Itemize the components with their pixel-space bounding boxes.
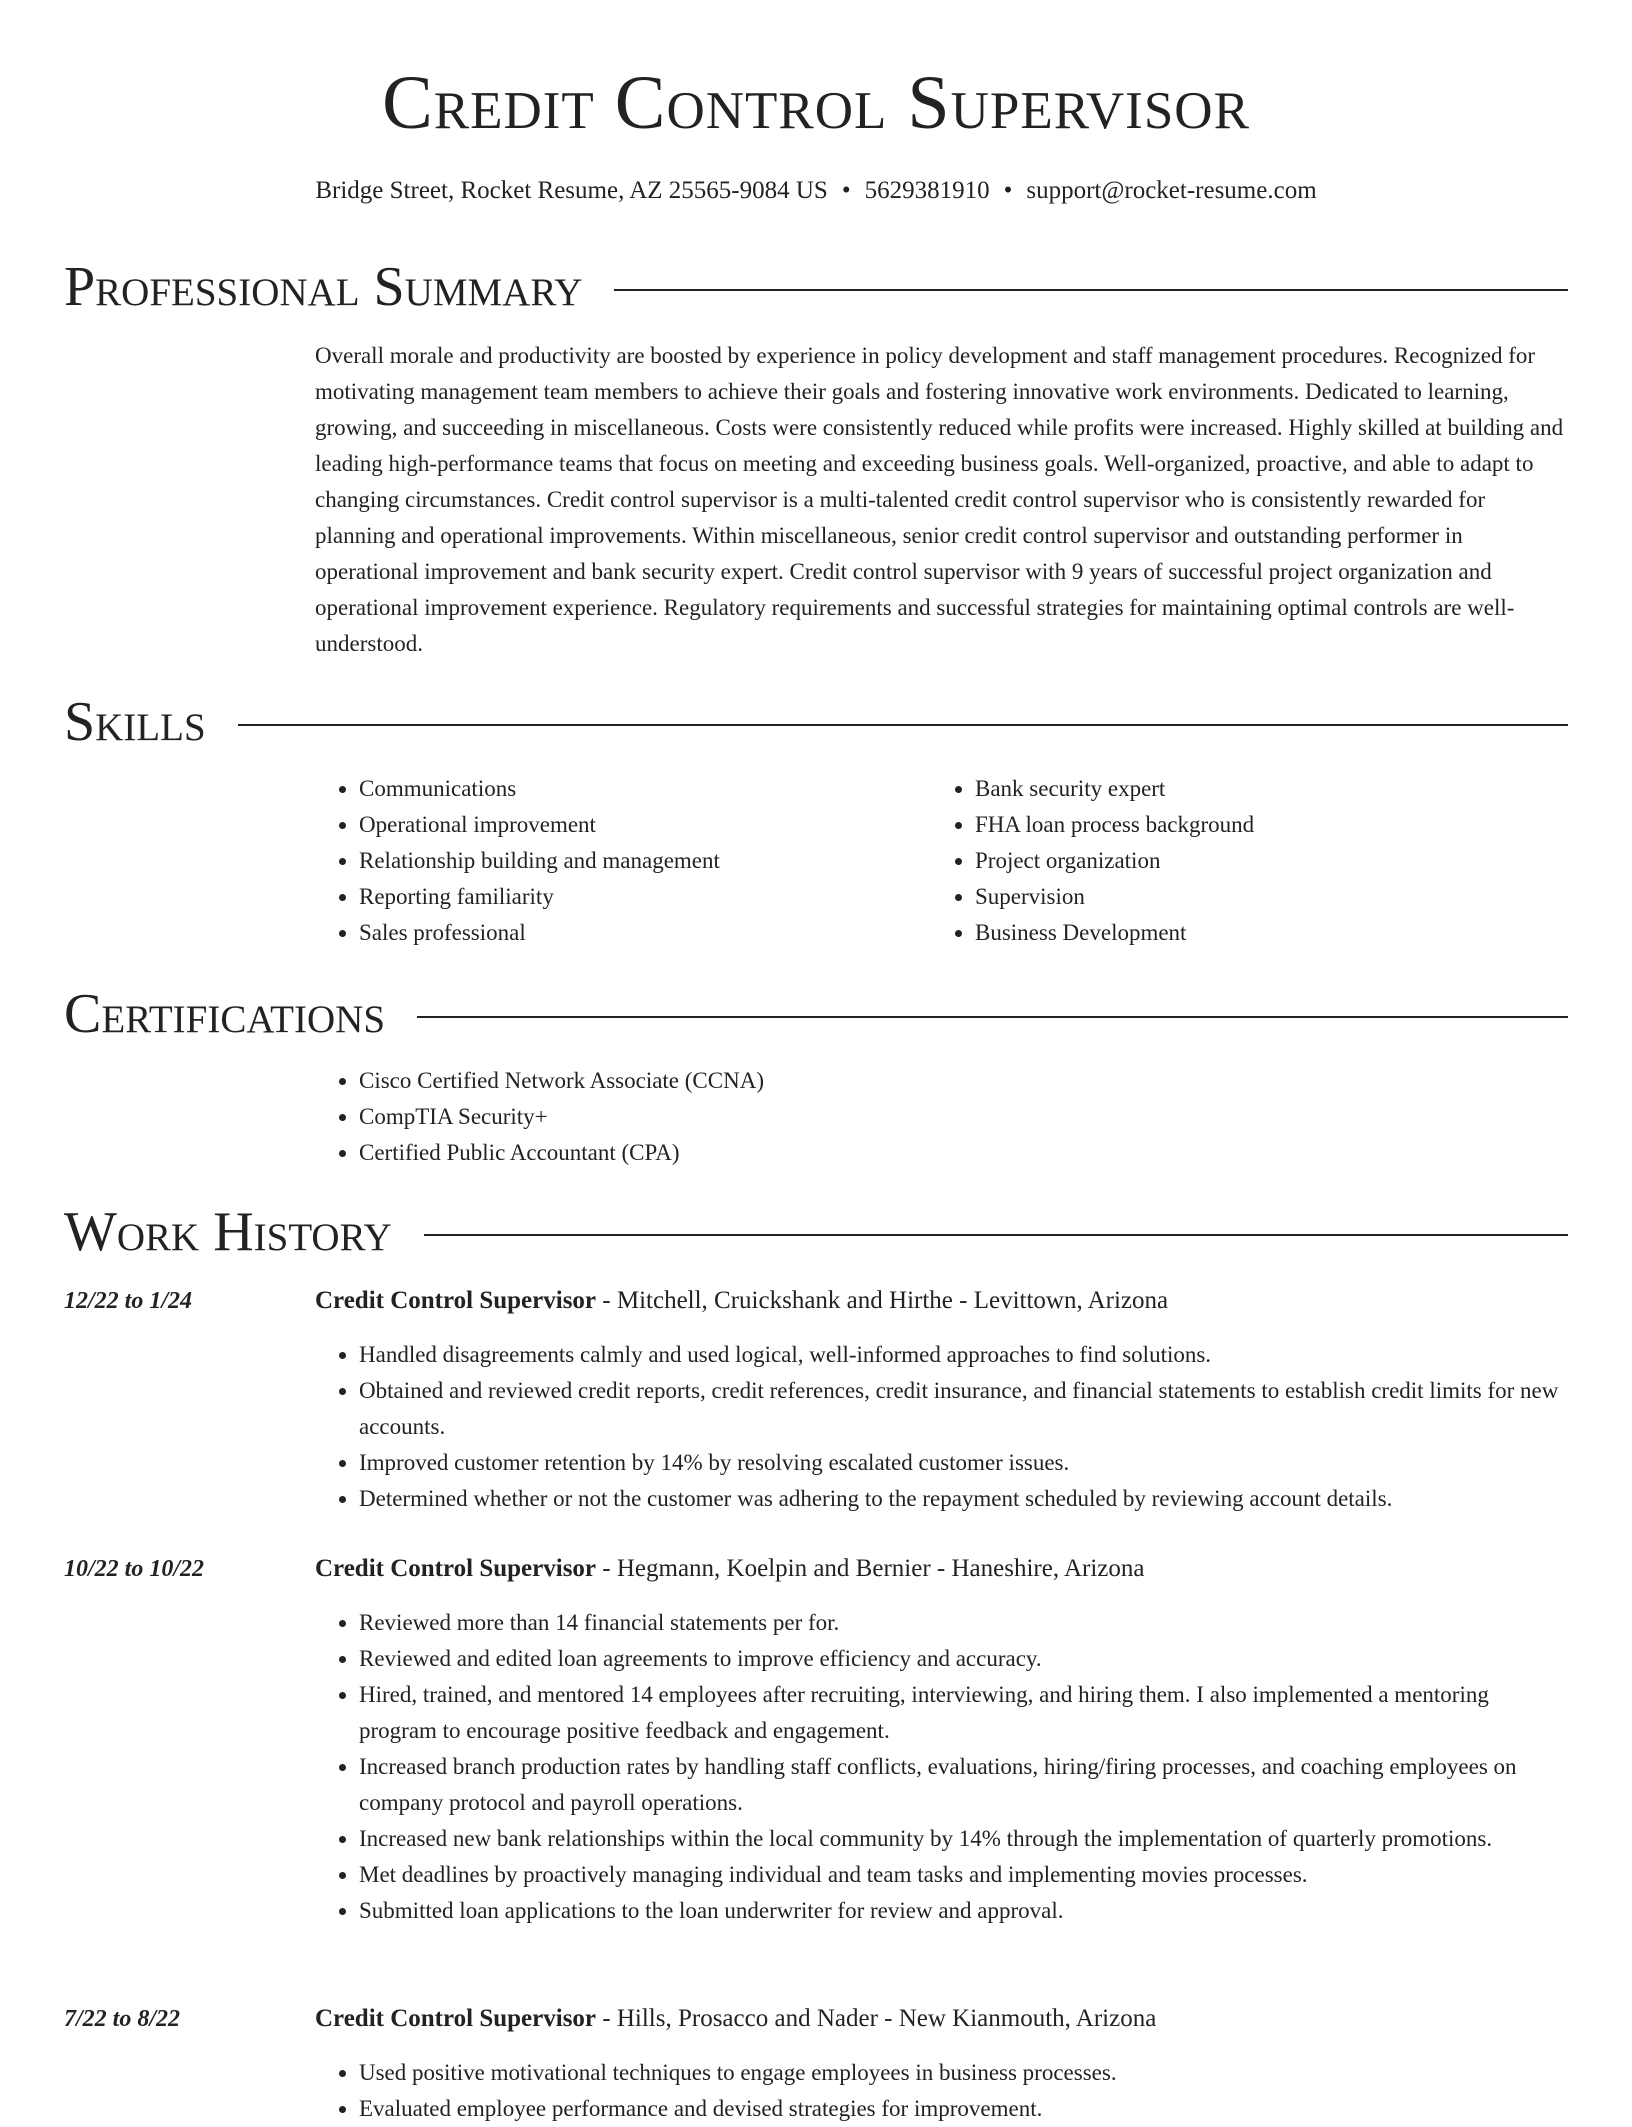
skills-title: Skills (64, 691, 206, 753)
job-responsibilities (315, 1337, 1568, 1517)
responsibility-item: • Increased branch production rates by handling staff conflicts, evaluations, hiring/firing processes, and coaching employees on company protocol and payroll operations. (359, 1749, 1568, 1821)
job-heading (315, 1283, 1568, 1319)
skill-item: • Bank security expert (975, 771, 1531, 807)
skill-item: • Communications (359, 771, 915, 807)
job-employer: - Hills, Prosacco and Nader - New Kianmouth, Arizona (596, 2005, 1157, 2032)
skill-item: • Project organization (975, 843, 1531, 879)
responsibility-item: • Increased new bank relationships within the local community by 14% through the implementation of quarterly promotions. (359, 1821, 1568, 1857)
responsibility-item: • Obtained and reviewed credit reports, credit references, credit insurance, and financial statements to establish credit limits for new accounts. (359, 1373, 1568, 1445)
job-role: Credit Control Supervisor (315, 1287, 597, 1314)
certification-item: • Certified Public Accountant (CPA) (359, 1135, 1570, 1171)
section-divider (417, 1016, 1568, 1018)
contact-separator: • (841, 177, 851, 204)
skill-item: • Operational improvement (359, 807, 915, 843)
skill-item: • Relationship building and management (359, 843, 915, 879)
responsibility-item: • Reviewed more than 14 financial statements per for. (359, 1605, 1568, 1641)
contact-separator: • (1003, 177, 1013, 204)
certification-item: • CompTIA Security+ (359, 1099, 1570, 1135)
job-responsibilities (315, 1605, 1568, 1929)
job-heading (315, 2001, 1568, 2037)
job-employer: - Hegmann, Koelpin and Bernier - Haneshire, Arizona (596, 1555, 1145, 1582)
responsibility-item: • Submitted loan applications to the loan underwriter for review and approval. (359, 1893, 1568, 1929)
responsibility-item: • Used positive motivational techniques to engage employees in business processes. (359, 2055, 1568, 2091)
contact-line (0, 174, 1632, 208)
certifications-section-header (64, 982, 1568, 1046)
contact-address: Bridge Street, Rocket Resume, AZ 25565-9084 US (315, 177, 828, 204)
responsibility-item: • Improved customer retention by 14% by resolving escalated customer issues. (359, 1445, 1568, 1481)
contact-phone: 5629381910 (864, 177, 990, 204)
job-employer: - Mitchell, Cruickshank and Hirthe - Levittown, Arizona (596, 1287, 1169, 1314)
certifications-title: Certifications (64, 983, 386, 1045)
job-heading (315, 1551, 1568, 1587)
work-history-section-header (64, 1200, 1568, 1264)
skill-item: • FHA loan process background (975, 807, 1531, 843)
job-responsibilities (315, 2055, 1568, 2127)
job-dates: 10/22 to 10/22 (64, 1556, 205, 1582)
certification-item: • Cisco Certified Network Associate (CCNA) (359, 1063, 1570, 1099)
skill-item: • Supervision (975, 879, 1531, 915)
work-history-title: Work History (64, 1201, 392, 1263)
summary-section-header (64, 255, 1568, 319)
responsibility-item: • Handled disagreements calmly and used logical, well-informed approaches to find solutions. (359, 1337, 1568, 1373)
job-role: Credit Control Supervisor (315, 1555, 597, 1582)
skill-item: • Sales professional (359, 915, 915, 951)
skill-item: • Reporting familiarity (359, 879, 915, 915)
summary-text: Overall morale and productivity are boosted by experience in policy development and staff management procedures. Recognized for motivating management team members to achieve their goals and fostering innovative work environments. Dedicated to learning, growing, and succeeding in miscellaneous. Costs were consistently reduced while profits were increased. Highly skilled at building and leading high-performance teams that focus on meeting and exceeding business goals. Well-organized, proactive, and able to adapt to changing circumstances. Credit control supervisor is a multi-talented credit control supervisor who is consistently rewarded for planning and operational improvements. Within miscellaneous, senior credit control supervisor and outstanding performer in operational improvement and bank security expert. Credit control supervisor with 9 years of successful project organization and operational improvement experience. Regulatory requirements and successful strategies for maintaining optimal controls are well-understood. (315, 343, 1564, 656)
contact-email: support@rocket-resume.com (1026, 177, 1317, 204)
section-divider (424, 1234, 1568, 1236)
responsibility-item: • Determined whether or not the customer was adhering to the repayment scheduled by reviewing account details. (359, 1481, 1568, 1517)
skills-left-column (315, 771, 915, 951)
job-dates: 7/22 to 8/22 (64, 2006, 181, 2032)
resume-name: Credit Control Supervisor (382, 61, 1250, 145)
job-role: Credit Control Supervisor (315, 2005, 597, 2032)
certifications-list (315, 1063, 1570, 1171)
responsibility-item: • Evaluated employee performance and devised strategies for improvement. (359, 2091, 1568, 2127)
responsibility-item: • Reviewed and edited loan agreements to improve efficiency and accuracy. (359, 1641, 1568, 1677)
responsibility-item: • Met deadlines by proactively managing individual and team tasks and implementing movies processes. (359, 1857, 1568, 1893)
skills-section-header (64, 690, 1568, 754)
summary-title: Professional Summary (64, 256, 583, 318)
job-dates: 12/22 to 1/24 (64, 1288, 193, 1314)
section-divider (238, 724, 1568, 726)
section-divider (614, 289, 1568, 291)
skill-item: • Business Development (975, 915, 1531, 951)
skills-right-column (931, 771, 1531, 951)
responsibility-item: • Hired, trained, and mentored 14 employees after recruiting, interviewing, and hiring them. I also implemented a mentoring program to encourage positive feedback and engagement. (359, 1677, 1568, 1749)
